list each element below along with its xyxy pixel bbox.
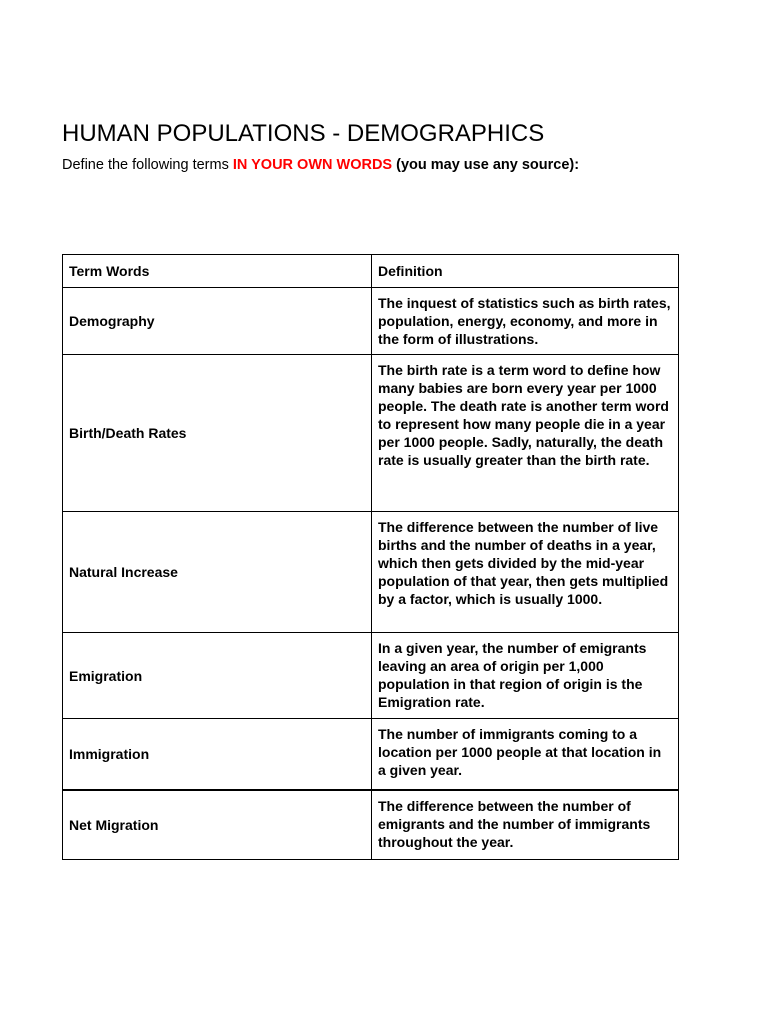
page-title: HUMAN POPULATIONS - DEMOGRAPHICS: [62, 120, 545, 147]
instruction-prefix: Define the following terms: [62, 157, 233, 173]
term-cell: Demography: [63, 288, 372, 355]
header-term-words: Term Words: [63, 255, 372, 288]
instruction-suffix: (you may use any source):: [392, 157, 580, 173]
definition-cell: In a given year, the number of emigrants leaving an area of origin per 1,000 population in that region of origin is the Emigration rate.: [372, 633, 679, 719]
table-header-row: [63, 255, 679, 288]
definition-cell: The difference between the number of emigrants and the number of immigrants throughout the year.: [372, 790, 679, 860]
definition-cell: The inquest of statistics such as birth rates, population, energy, economy, and more in the form of illustrations.: [372, 288, 679, 355]
term-cell: Birth/Death Rates: [63, 355, 372, 512]
table-row: [63, 355, 679, 512]
definition-cell: The number of immigrants coming to a location per 1000 people at that location in a given year.: [372, 719, 679, 790]
term-cell: Emigration: [63, 633, 372, 719]
definition-cell: The birth rate is a term word to define how many babies are born every year per 1000 people. The death rate is another term word to represent how many people die in a year per 1000 people. Sadly, naturally, the death rate is usually greater than the birth rate.: [372, 355, 679, 512]
table-row: [63, 512, 679, 633]
table-row: [63, 790, 679, 860]
definition-cell: The difference between the number of live births and the number of deaths in a year, which then gets divided by the mid-year population of that year, then gets multiplied by a factor, which is usually 1000.: [372, 512, 679, 633]
term-cell: Immigration: [63, 719, 372, 790]
table-row: [63, 633, 679, 719]
instruction-text: [62, 156, 579, 174]
instruction-emphasis: IN YOUR OWN WORDS: [232, 157, 393, 173]
header-definition: Definition: [372, 255, 679, 288]
term-cell: Natural Increase: [63, 512, 372, 633]
terms-table: [62, 254, 679, 860]
term-cell: Net Migration: [63, 790, 372, 860]
table-row: [63, 719, 679, 790]
table-row: [63, 288, 679, 355]
